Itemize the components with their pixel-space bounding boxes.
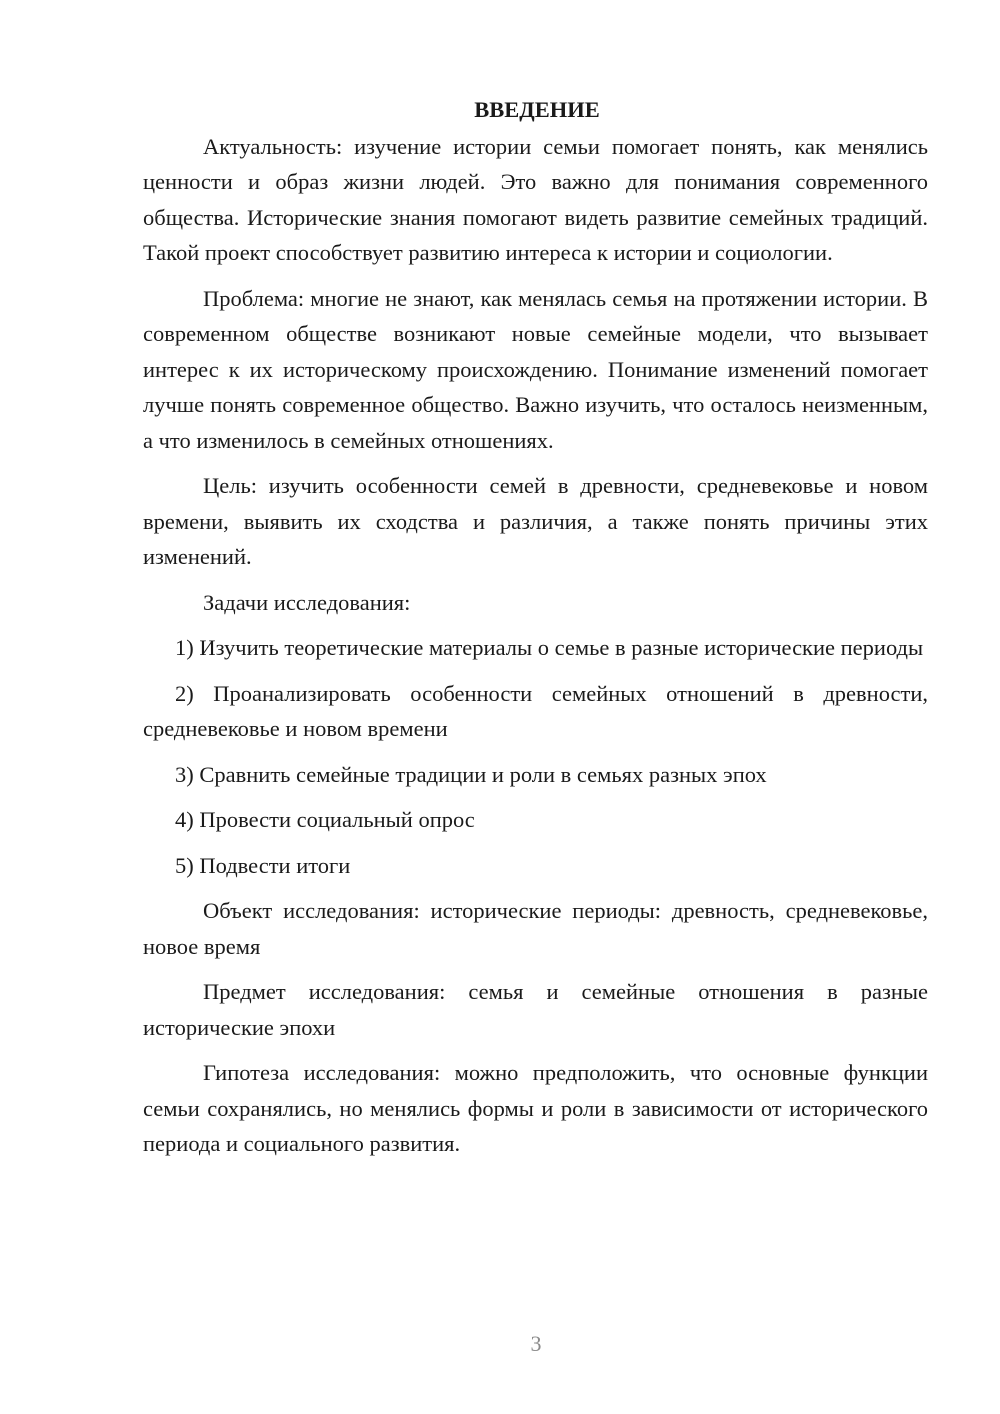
section-heading: ВВЕДЕНИЕ xyxy=(474,97,600,122)
task-item: 5) Подвести итоги xyxy=(175,852,351,878)
document-page xyxy=(143,92,928,1172)
tasks-title: Задачи исследования: xyxy=(203,589,411,615)
task-item: 1) Изучить теоретические материалы о семье в разные исторические периоды xyxy=(175,635,924,660)
problem-paragraph: Проблема: многие не знают, как менялась семья на протяжении истории. В современном обществе возникают новые семейные модели, что вызывает интерес к их историческому происхождению. Понимание изменений помогает лучше понять современное общество. Важно изучить, что осталось неизменным, а что изменилось в семейных отношениях. xyxy=(143,285,928,453)
hypothesis-paragraph: Гипотеза исследования: можно предположить, что основные функции семьи сохранялись, но менялись формы и роли в зависимости от исторического периода и социального развития. xyxy=(143,1060,928,1156)
task-item: 3) Сравнить семейные традиции и роли в семьях разных эпох xyxy=(175,761,767,787)
task-item: 2) Проанализировать особенности семейных отношений в древности, средневековье и новом времени xyxy=(143,680,928,741)
page-number: 3 xyxy=(530,1331,542,1356)
tasks-list xyxy=(143,630,928,883)
task-item: 4) Провести социальный опрос xyxy=(175,807,475,832)
goal-paragraph: Цель: изучить особенности семей в древности, средневековье и новом времени, выявить их сходства и различия, а также понять причины этих изменений. xyxy=(143,473,928,569)
relevance-paragraph: Актуальность: изучение истории семьи помогает понять, как менялись ценности и образ жизни людей. Это важно для понимания современного общества. Исторические знания помогают видеть развитие семейных традиций. Такой проект способствует развитию интереса к истории и социологии. xyxy=(143,133,928,265)
subject-paragraph: Предмет исследования: семья и семейные отношения в разные исторические эпохи xyxy=(143,979,928,1040)
object-paragraph: Объект исследования: исторические периоды: древность, средневековье, новое время xyxy=(143,898,928,959)
